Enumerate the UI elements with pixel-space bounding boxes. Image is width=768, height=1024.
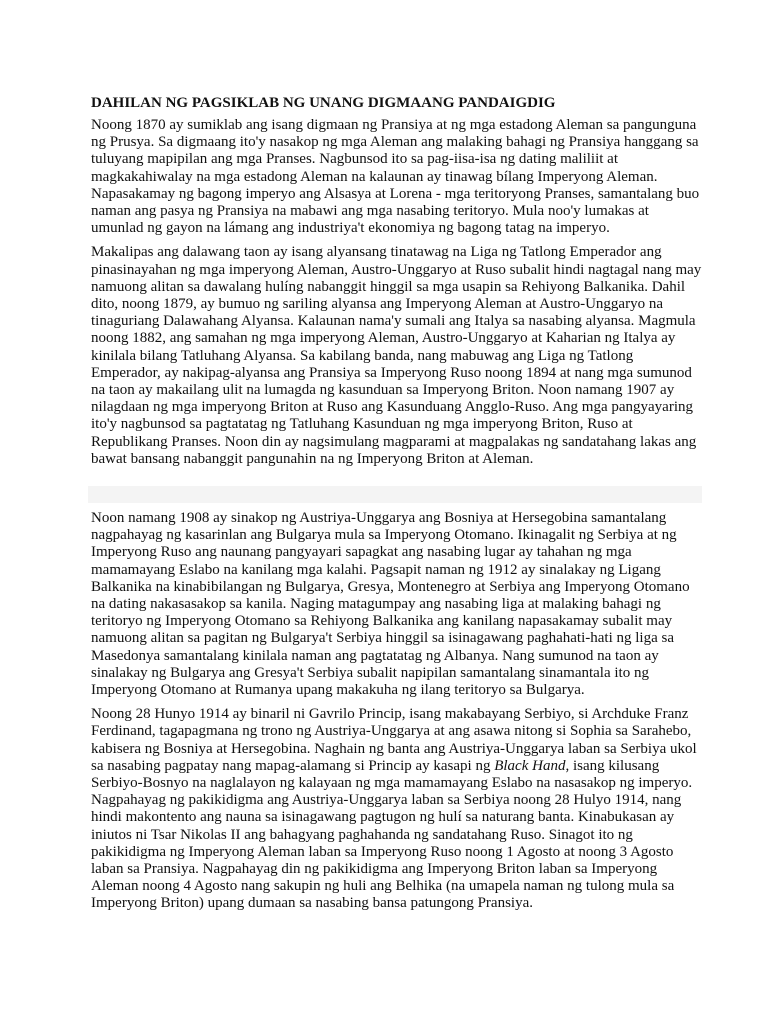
section-one [91,94,703,475]
document-title: DAHILAN NG PAGSIKLAB NG UNANG DIGMAANG PANDAIGDIG [91,95,556,111]
paragraph-1: Noong 1870 ay sumiklab ang isang digmaan ng Pransiya at ng mga estadong Aleman sa pangunguna ng Prusya. Sa digmaang ito'y nasakop ng mga Aleman ang malaking bahagi ng Pransiya hanggang sa tuluyang mapipilan ang mga Pranses. Nagbunsod ito sa pag-iisa-isa ng dating maliliit at magkakahiwalay na mga estadong Aleman na kalaunan ay tinawag bílang Imperyong Aleman. Napasakamay ng bagong imperyo ang Alsasya at Lorena - mga teritoryong Pranses, samantalang buo naman ang pasya ng Pransiya na mabawi ang mga nasabing teritoryo. Mula noo'y lumakas at umunlad ng gayon na lámang ang industriya't ekonomiya ng bagong tatag na imperyo. [91,117,700,237]
paragraph-4-text-end: , isang kilusang Serbiyo-Bosnyo na naglalayon ng kalayaan ng mga mamamayang Eslabo na nasasakop ng imperyo. Nagpahayag ng pakikidigma ang Austriya-Unggarya laban sa Serbiya noong 28 Hulyo 1914, nang hindi makontento ang nauna sa isinagawang pagtugon ng hulí sa naturang banta. Kinabukasan ay iniutos ni Tsar Nikolas II ang bahagyang paghahanda ng sandatahang Ruso. Sinagot ito ng pakikidigma ng Imperyong Aleman laban sa Imperyong Ruso noong 1 Agosto at noong 3 Agosto laban sa Pransiya. Nagpahayag din ng pakikidigma ang Imperyong Briton laban sa Imperyong Aleman noong 4 Agosto nang sakupin ng huli ang Belhika (na umapela naman ng tulong mula sa Imperyong Briton) upang dumaan sa nasabing bansa patungong Pransiya. [91,757,693,912]
paragraph-4-text-start: Noong 28 Hunyo 1914 ay binaril ni Gavrilo Princip, isang makabayang Serbiyo, si Archduke Franz Ferdinand, tagapagmana ng trono ng Austriya-Unggarya at ang asawa nitong si Sophia sa Sarahebo, kabisera ng Bosniya at Hersegobina. Naghain ng banta ang Austriya-Unggarya laban sa Serbiya ukol sa nasabing pagpatay nang mapag-alamang si Princip ay kasapi ng [91,706,697,774]
black-hand-emphasis: Black Hand [494,757,566,774]
page-divider [88,486,702,503]
paragraph-3: Noon namang 1908 ay sinakop ng Austriya-Unggarya ang Bosniya at Hersegobina samantalang nagpahayag ng kasarinlan ang Bulgarya mula sa Imperyong Otomano. Ikinagalit ng Serbiya at ng Imperyong Ruso ang naunang pangyayari sapagkat ang nasabing lugar ay tahahan ng mga mamamayang Eslabo na kanilang mga kalahi. Pagsapit naman ng 1912 ay sinalakay ng Ligang Balkanika na kinabibilangan ng Bulgarya, Gresya, Montenegro at Serbiya ang Imperyong Otomano na dating nakasasakop sa kanila. Naging matagumpay ang nasabing liga at malaking bahagi ng teritoryo ng Imperyong Otomano sa Rehiyong Balkanika ang kanilang napasakamay subalit may namuong alitan sa pagitan ng Bulgarya't Serbiya hinggil sa isinagawang paghahati-hati ng liga sa Masedonya samantalang kinilala naman ang pagtatatag ng Albanya. Nang sumunod na taon ay sinalakay ng Bulgarya ang Gresya't Serbiya subalit napipilan samantalang sinamantala ito ng Imperyong Otomano at Rumanya upang makakuha ng ilang teritoryo sa Bulgarya. [91,510,690,699]
paragraph-2: Makalipas ang dalawang taon ay isang alyansang tinatawag na Liga ng Tatlong Emperador ang pinasinayahan ng mga imperyong Aleman, Austro-Unggaryo at Ruso subalit hindi nagtagal nang may namuong alitan sa dawalang hulíng nabanggit hinggil sa mga usapin sa Rehiyong Balkanika. Dahil dito, noong 1879, ay bumuo ng sariling alyansa ang Imperyong Aleman at Austro-Unggaryo na tinaguriang Dalawahang Alyansa. Kalaunan nama'y sumali ang Italya sa nasabing alyansa. Magmula noong 1882, ang samahan ng mga imperyong Aleman, Austro-Unggaryo at Kaharian ng Italya ay kinilala bilang Tatluhang Alyansa. Sa kabilang banda, nang mabuwag ang Liga ng Tatlong Emperador, ay nakipag-alyansa ang Pransiya sa Imperyong Ruso noong 1894 at nang mga sumunod na taon ay makailang ulit na lumagda ng kasunduan sa Imperyong Briton. Noon namang 1907 ay nilagdaan ng mga imperyong Briton at Ruso ang Kasunduang Angglo-Ruso. Ang mga pangyayaring ito'y nagbunsod sa pagtatatag ng Tatluhang Kasunduan ng mga imperyong Briton, Ruso at Republikang Pranses. Noon din ay nagsimulang magparami at magpalakas ng sandatahang lakas ang bawat bansang nabanggit pangunahin na ng Imperyong Briton at Aleman. [91,244,702,467]
section-two [91,510,703,920]
paragraph-4 [91,706,703,912]
